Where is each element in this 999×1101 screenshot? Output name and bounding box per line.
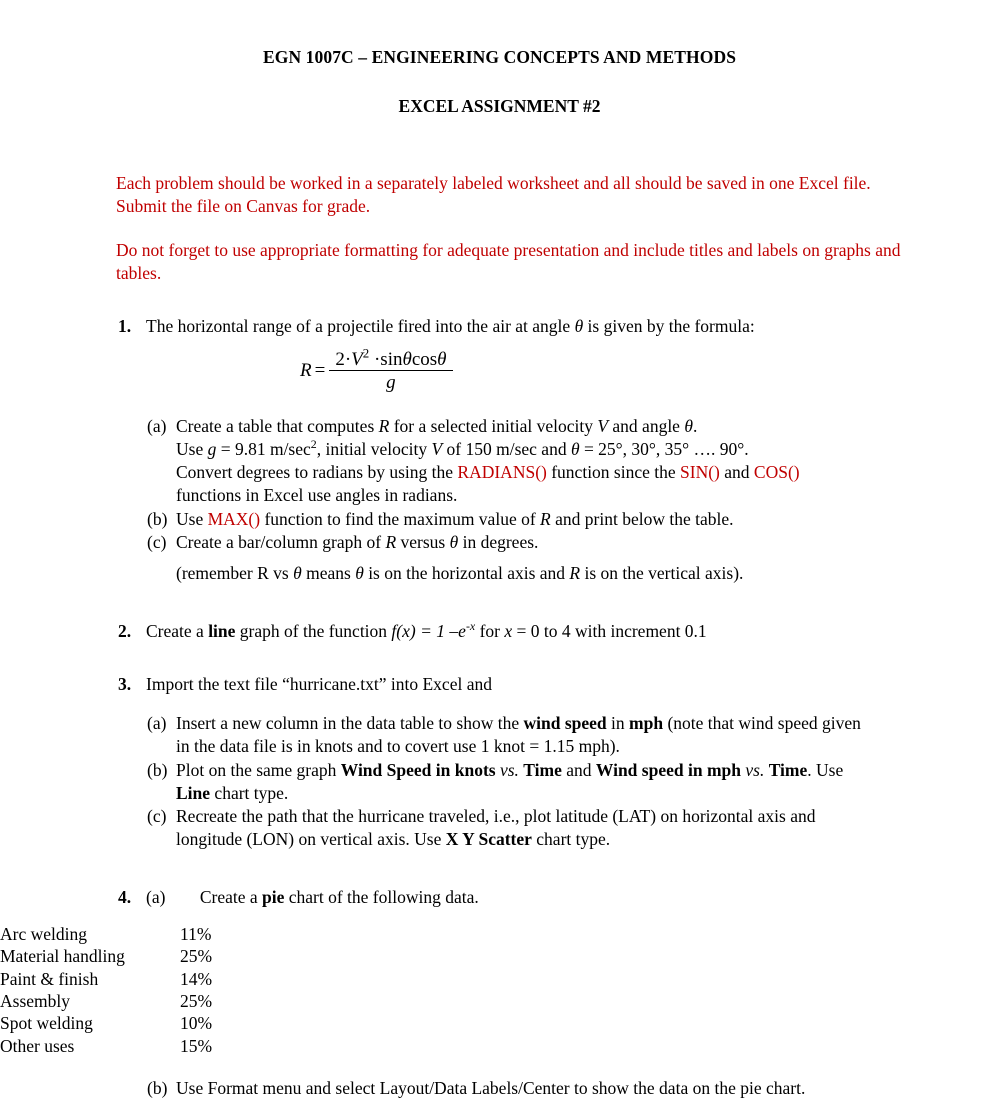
spacer — [0, 586, 999, 620]
category-value: 15% — [180, 1035, 213, 1056]
problem-1-part-a: (a) Create a table that computes R for a selected initial velocity V and angle θ. Use g = 9.81 $m/\sec^2$, initial velocity V of 150 m/sec and θ = 25°, 30°, 35° …. 90°. Convert degrees to radians by using the RADIANS() function since the SIN() and COS() functions in Excel use angles in radians. — [147, 415, 800, 506]
formula-lhs: R — [300, 360, 312, 382]
spacer — [0, 285, 999, 315]
part-letter: (a) — [147, 415, 167, 436]
spacer — [0, 852, 999, 886]
problem-2-number: 2. — [118, 620, 132, 641]
theta-symbol: θ — [574, 316, 584, 337]
part-letter: (b) — [147, 1078, 168, 1099]
spacer — [0, 909, 999, 923]
cos-function: COS() — [753, 462, 800, 483]
intro-paragraph-1: Each problem should be worked in a separately labeled worksheet and all should be saved in one Excel file. Submit the file on Canvas for grade. — [116, 173, 871, 217]
category-value: 10% — [180, 1013, 213, 1034]
intro-paragraph-2: Do not forget to use appropriate formatting for adequate presentation and include titles and labels on graphs and tables. — [116, 240, 901, 284]
category-label: Material handling — [0, 946, 125, 967]
part-letter: (a) — [146, 886, 166, 907]
category-label: Assembly — [0, 991, 70, 1012]
problem-4 — [0, 886, 999, 909]
page-title: EGN 1007C – ENGINEERING CONCEPTS AND METHODS — [262, 47, 737, 67]
part-letter: (b) — [147, 508, 168, 529]
sin-function: SIN() — [680, 462, 720, 483]
fraction — [329, 345, 452, 393]
problem-4-part-b: (b) Use Format menu and select Layout/Data Labels/Center to show the data on the pie chart. — [0, 1077, 999, 1100]
pie-chart-data-table — [0, 923, 212, 1057]
table-row — [0, 990, 212, 1012]
spacer — [0, 405, 999, 415]
problem-3-stem: Import the text file “hurricane.txt” into Excel and — [146, 673, 492, 694]
problem-2: 2. Create a line graph of the function f(x) = 1 $-e^{-x}$ for x = 0 to 4 with increment 0.1 — [0, 620, 999, 643]
problem-1-part-c-note: (remember R vs θ means θ is on the horizontal axis and R is on the vertical axis). — [176, 563, 744, 584]
category-label: Spot welding — [0, 1013, 93, 1034]
table-row — [0, 945, 212, 967]
spacer — [0, 554, 999, 562]
problem-1 — [0, 315, 999, 338]
problem-1-part-c: (c) Create a bar/column graph of R versus θ in degrees. — [0, 531, 999, 554]
table-row — [0, 968, 212, 990]
table-row — [0, 923, 212, 945]
formula-fraction — [329, 345, 452, 393]
part-letter: (c) — [147, 531, 167, 552]
spacer — [0, 643, 999, 673]
fraction-denominator: g — [386, 371, 396, 393]
table-body — [0, 923, 212, 1057]
category-value: 14% — [180, 968, 213, 989]
problem-4-part-a-text: Create a pie chart of the following data. — [199, 886, 479, 907]
spacer — [0, 1057, 999, 1077]
category-value: 25% — [180, 946, 213, 967]
spacer — [0, 696, 999, 712]
problem-3-part-b: (b) Plot on the same graph Wind Speed in knots vs. Time and Wind speed in mph vs. Time. Use Line chart type. — [147, 759, 844, 803]
problem-3-part-a: (a) Insert a new column in the data table to show the wind speed in mph (note that wind speed given in the data file is in knots and to covert use 1 knot = 1.15 mph). — [147, 713, 861, 757]
problem-1-number: 1. — [118, 316, 132, 337]
part-letter: (c) — [147, 806, 167, 827]
category-value: 25% — [180, 991, 213, 1012]
assignment-title: EXCEL ASSIGNMENT #2 — [398, 95, 601, 116]
formula-equals: = — [314, 360, 326, 382]
spacer — [0, 115, 999, 139]
max-function: MAX() — [207, 508, 261, 529]
fraction-numerator: $2\cdot V^2 \cdot\sin\theta\cos\theta$ — [329, 350, 452, 371]
problem-3 — [0, 673, 999, 696]
problem-1-part-b: (b) Use MAX() function to find the maximum value of R and print below the table. — [0, 508, 999, 531]
part-letter: (a) — [147, 713, 167, 734]
problem-4-number: 4. — [118, 886, 132, 907]
category-label: Paint & finish — [0, 968, 99, 989]
problem-3-part-c: (c) Recreate the path that the hurricane traveled, i.e., plot latitude (LAT) on horizontal axis and longitude (LON) on vertical axis. Use X Y Scatter chart type. — [147, 806, 816, 850]
category-value: 11% — [180, 923, 212, 944]
function-fx: f(x) — [391, 620, 416, 641]
radians-function: RADIANS() — [457, 462, 547, 483]
problem-3-number: 3. — [118, 673, 132, 694]
range-formula — [0, 339, 999, 405]
part-letter: (b) — [147, 759, 168, 780]
category-label: Arc welding — [0, 923, 87, 944]
table-row — [0, 1035, 212, 1057]
category-label: Other uses — [0, 1035, 75, 1056]
problem-1-stem: The horizontal range of a projectile fired into the air at angle θ is given by the formula: — [146, 316, 755, 337]
